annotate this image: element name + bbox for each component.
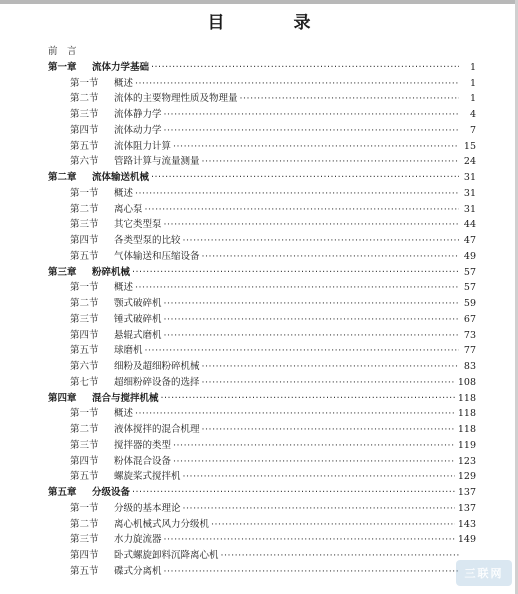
toc-chapter-row[interactable]	[48, 170, 476, 186]
toc-entry-title: 概述	[114, 282, 134, 294]
toc-section-row[interactable]	[48, 296, 476, 312]
toc-page-number: 1	[469, 77, 476, 89]
toc-entry-title: 水力旋流器	[114, 534, 162, 546]
toc-entry-title: 卧式螺旋卸料沉降离心机	[114, 550, 219, 561]
toc-entry-number: 第一节	[70, 282, 99, 294]
toc-entry-title: 细粉及超细粉碎机械	[114, 361, 200, 372]
toc-entry-title: 锤式破碎机	[114, 313, 162, 325]
toc-leader-dots	[151, 60, 459, 76]
toc-page-number: 24	[463, 156, 476, 168]
toc-leader-dots	[173, 454, 455, 470]
toc-leader-dots	[164, 123, 459, 139]
toc-page-number: 1	[469, 93, 476, 105]
toc-section-row[interactable]	[48, 139, 476, 155]
toc-entry-number: 第二节	[70, 298, 99, 309]
toc-page-number: 67	[463, 313, 476, 325]
toc-section-row[interactable]	[48, 312, 476, 328]
toc-leader-dots	[135, 76, 459, 92]
toc-entry-number: 第二节	[70, 203, 99, 215]
toc-entry-number: 第六节	[70, 156, 99, 168]
toc-page-number: 57	[463, 282, 476, 294]
toc-section-row[interactable]	[48, 249, 476, 265]
toc-entry-number: 第四节	[70, 124, 99, 136]
toc-leader-dots	[183, 469, 455, 485]
toc-entry-title: 其它类型泵	[114, 219, 162, 231]
toc-leader-dots	[202, 375, 455, 391]
toc-entry-title: 螺旋桨式搅拌机	[114, 471, 181, 483]
toc-leader-dots	[161, 391, 455, 407]
toc-entry-number: 第五节	[70, 140, 99, 152]
toc-page-number: 129	[457, 471, 476, 483]
toc-leader-dots	[221, 548, 459, 564]
toc-leader-dots	[173, 438, 455, 454]
toc-section-row[interactable]	[48, 469, 476, 485]
toc-leader-dots	[211, 517, 455, 533]
toc-leader-dots	[183, 233, 459, 249]
toc-entry-number: 第三节	[70, 534, 99, 546]
toc-entry-number: 第三节	[70, 439, 99, 451]
toc-entry-number: 第四节	[70, 235, 99, 246]
toc-entry-number: 第四节	[70, 550, 99, 561]
toc-page-number: 77	[463, 345, 476, 357]
toc-section-row[interactable]	[48, 186, 476, 202]
toc-page-number: 108	[457, 376, 476, 388]
toc-entry-title: 粉体混合设备	[114, 455, 172, 467]
toc-section-row[interactable]	[48, 406, 476, 422]
toc-page-number: 4	[469, 109, 476, 120]
toc-entry-title: 各类型泵的比较	[114, 235, 181, 246]
toc-section-row[interactable]	[48, 359, 476, 375]
toc-leader-dots	[164, 296, 459, 312]
toc-page-number: 137	[457, 487, 476, 498]
toc-entry-title: 粉碎机械	[92, 266, 131, 278]
toc-leader-dots	[151, 170, 459, 186]
toc-entry-title: 颚式破碎机	[114, 298, 162, 309]
toc-page-number: 57	[463, 266, 476, 278]
toc-section-row[interactable]	[48, 454, 476, 470]
toc-section-row[interactable]	[48, 217, 476, 233]
toc-section-row[interactable]	[48, 422, 476, 438]
toc-page-number: 149	[457, 534, 476, 546]
toc-leader-dots	[183, 501, 455, 517]
toc-entry-title: 搅拌器的类型	[114, 439, 172, 451]
toc-entry-number: 第二节	[70, 93, 99, 105]
toc-chapter-row[interactable]	[48, 485, 476, 501]
toc-entry-number: 第二节	[70, 424, 99, 435]
toc-leader-dots	[164, 532, 455, 548]
toc-page-number: 1	[469, 61, 476, 73]
toc-page-number: 137	[457, 502, 476, 514]
toc-page-number: 15	[463, 140, 476, 152]
toc-entry-number: 第七节	[70, 376, 99, 388]
toc-leader-dots	[202, 359, 459, 375]
toc-page-number: 31	[463, 187, 476, 199]
toc-leader-dots	[135, 406, 455, 422]
toc-entry-number: 第二节	[70, 518, 99, 530]
toc-entry-title: 管路计算与流量测量	[114, 156, 200, 168]
toc-leader-dots	[164, 328, 459, 344]
toc-page-number: 73	[463, 329, 476, 341]
toc-entry-number: 第一节	[70, 408, 99, 420]
toc-leader-dots	[132, 265, 459, 281]
toc-entry-number: 第一节	[70, 77, 99, 89]
toc-entry-title: 流体的主要物理性质及物理量	[114, 93, 238, 105]
toc-leader-dots	[135, 280, 459, 296]
toc-entry-title: 流体力学基础	[92, 61, 150, 73]
toc-section-row[interactable]	[48, 532, 476, 548]
toc-page-number: 118	[457, 424, 476, 435]
toc-leader-dots	[145, 343, 459, 359]
toc-section-row[interactable]	[48, 91, 476, 107]
toc-page-number: 59	[463, 298, 476, 309]
toc-entry-title: 流体阻力计算	[114, 140, 172, 152]
toc-section-row[interactable]	[48, 280, 476, 296]
toc-entry-title: 流体静力学	[114, 109, 162, 120]
toc-section-row[interactable]	[48, 233, 476, 249]
toc-entry-title: 球磨机	[114, 345, 143, 357]
toc-leader-dots	[202, 249, 459, 265]
table-of-contents	[48, 44, 476, 580]
toc-entry-number: 第三节	[70, 109, 99, 120]
toc-page-number: 31	[463, 172, 476, 183]
toc-entry-number: 第四章	[48, 392, 77, 404]
toc-section-row[interactable]	[48, 564, 476, 580]
toc-entry-number: 第一节	[70, 187, 99, 199]
toc-entry-title: 离心泵	[114, 203, 143, 215]
window-top-edge	[0, 0, 518, 4]
toc-entry-number: 第三章	[48, 266, 77, 278]
toc-entry-title: 悬辊式磨机	[114, 329, 162, 341]
toc-entry-number: 前 言	[48, 46, 77, 57]
toc-entry-number: 第一章	[48, 61, 77, 73]
toc-entry-number: 第一节	[70, 502, 99, 514]
toc-entry-number: 第三节	[70, 219, 99, 231]
toc-page-number: 47	[463, 235, 476, 246]
toc-section-row[interactable]	[48, 154, 476, 170]
toc-section-row[interactable]	[48, 202, 476, 218]
toc-page-number: 7	[469, 124, 476, 136]
toc-entry-title: 流体输送机械	[92, 172, 150, 183]
toc-leader-dots	[135, 186, 459, 202]
toc-leader-dots	[164, 312, 459, 328]
toc-entry-title: 碟式分离机	[114, 565, 162, 577]
toc-entry-title: 概述	[114, 408, 134, 420]
toc-leader-dots	[202, 154, 459, 170]
toc-section-row[interactable]	[48, 517, 476, 533]
toc-entry-number: 第五节	[70, 471, 99, 483]
toc-page-number: 118	[457, 392, 476, 404]
toc-preface-row[interactable]	[48, 44, 476, 60]
toc-leader-dots	[164, 107, 459, 123]
toc-entry-number: 第四节	[70, 329, 99, 341]
toc-entry-number: 第五章	[48, 487, 77, 498]
toc-chapter-row[interactable]	[48, 60, 476, 76]
toc-entry-number: 第四节	[70, 455, 99, 467]
toc-leader-dots	[145, 202, 459, 218]
toc-leader-dots	[173, 139, 459, 155]
toc-entry-number: 第五节	[70, 345, 99, 357]
toc-leader-dots	[164, 564, 459, 580]
site-watermark: 三联网	[456, 560, 512, 586]
toc-page-number: 44	[463, 219, 476, 231]
toc-entry-title: 气体输送和压缩设备	[114, 250, 200, 262]
toc-entry-title: 混合与搅拌机械	[92, 392, 159, 404]
toc-leader-dots	[132, 485, 455, 501]
toc-section-row[interactable]	[48, 548, 476, 564]
toc-page-number: 123	[457, 455, 476, 467]
toc-chapter-row[interactable]	[48, 265, 476, 281]
toc-entry-title: 分级的基本理论	[114, 502, 181, 514]
toc-entry-title: 分级设备	[92, 487, 131, 498]
toc-page-number: 118	[457, 408, 476, 420]
toc-entry-title: 流体动力学	[114, 124, 162, 136]
toc-section-row[interactable]	[48, 438, 476, 454]
toc-entry-title: 离心机械式风力分级机	[114, 518, 210, 530]
toc-section-row[interactable]	[48, 328, 476, 344]
toc-page-number: 49	[463, 250, 476, 262]
toc-leader-dots	[202, 422, 455, 438]
toc-page-number: 119	[457, 439, 476, 451]
toc-entry-title: 超细粉碎设备的选择	[114, 376, 200, 388]
toc-leader-dots	[164, 217, 459, 233]
toc-page-number: 143	[457, 518, 476, 530]
page-title: 目 录	[207, 13, 337, 33]
toc-entry-title: 概述	[114, 77, 134, 89]
toc-entry-number: 第五节	[70, 565, 99, 577]
toc-section-row[interactable]	[48, 375, 476, 391]
toc-entry-number: 第五节	[70, 250, 99, 262]
toc-page-number: 31	[463, 203, 476, 215]
toc-chapter-row[interactable]	[48, 391, 476, 407]
toc-page-number: 83	[463, 361, 476, 372]
toc-section-row[interactable]	[48, 501, 476, 517]
toc-entry-number: 第二章	[48, 172, 77, 183]
toc-section-row[interactable]	[48, 76, 476, 92]
toc-entry-number: 第三节	[70, 313, 99, 325]
toc-section-row[interactable]	[48, 123, 476, 139]
toc-entry-title: 概述	[114, 187, 134, 199]
toc-entry-number: 第六节	[70, 361, 99, 372]
toc-section-row[interactable]	[48, 107, 476, 123]
toc-leader-dots	[240, 91, 459, 107]
toc-entry-title: 液体搅拌的混合机理	[114, 424, 200, 435]
toc-section-row[interactable]	[48, 343, 476, 359]
